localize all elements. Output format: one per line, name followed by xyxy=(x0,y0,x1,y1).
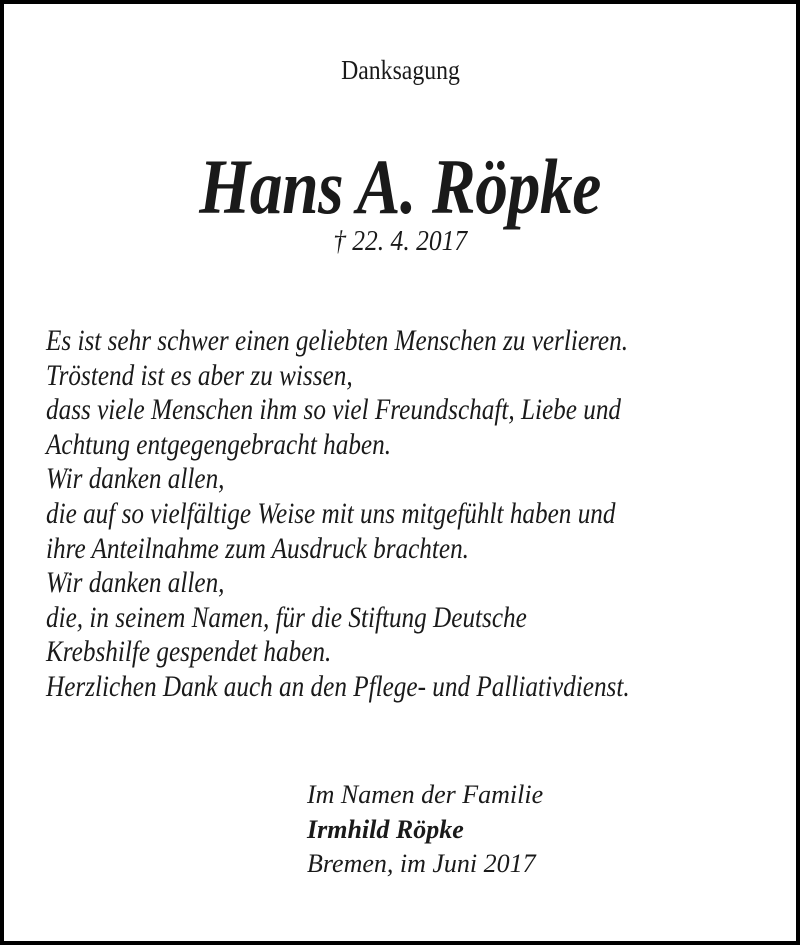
place-and-date: Bremen, im Juni 2017 xyxy=(307,849,536,878)
notice-heading xyxy=(4,54,796,86)
message-line: die, in seinem Namen, für die Stiftung Deutsche xyxy=(46,600,527,634)
signature-intro: Im Namen der Familie xyxy=(307,780,544,809)
message-line: die auf so vielfältige Weise mit uns mitgefühlt haben und xyxy=(46,496,616,530)
thank-you-message xyxy=(46,324,630,705)
message-line: Wir danken allen, xyxy=(46,566,225,600)
message-line: Wir danken allen, xyxy=(46,462,225,496)
death-date xyxy=(4,224,796,258)
deceased-name xyxy=(4,142,796,232)
heading-text: Danksagung xyxy=(340,55,460,85)
signer-name: Irmhild Röpke xyxy=(307,814,464,844)
message-line: Es ist sehr schwer einen geliebten Menschen zu verlieren. xyxy=(46,324,629,357)
message-line: Herzlichen Dank auch an den Pflege- und Palliativdienst. xyxy=(46,669,630,703)
death-date-text: † 22. 4. 2017 xyxy=(333,225,467,257)
message-line: Tröstend ist es aber zu wissen, xyxy=(46,358,353,392)
signature-block xyxy=(307,778,543,882)
message-line: dass viele Menschen ihm so viel Freundschaft, Liebe und xyxy=(46,393,622,427)
message-line: ihre Anteilnahme zum Ausdruck brachten. xyxy=(46,531,469,565)
message-line: Achtung entgegengebracht haben. xyxy=(46,427,392,461)
deceased-name-text: Hans A. Röpke xyxy=(199,143,601,230)
message-line: Krebshilfe gespendet haben. xyxy=(46,635,332,669)
